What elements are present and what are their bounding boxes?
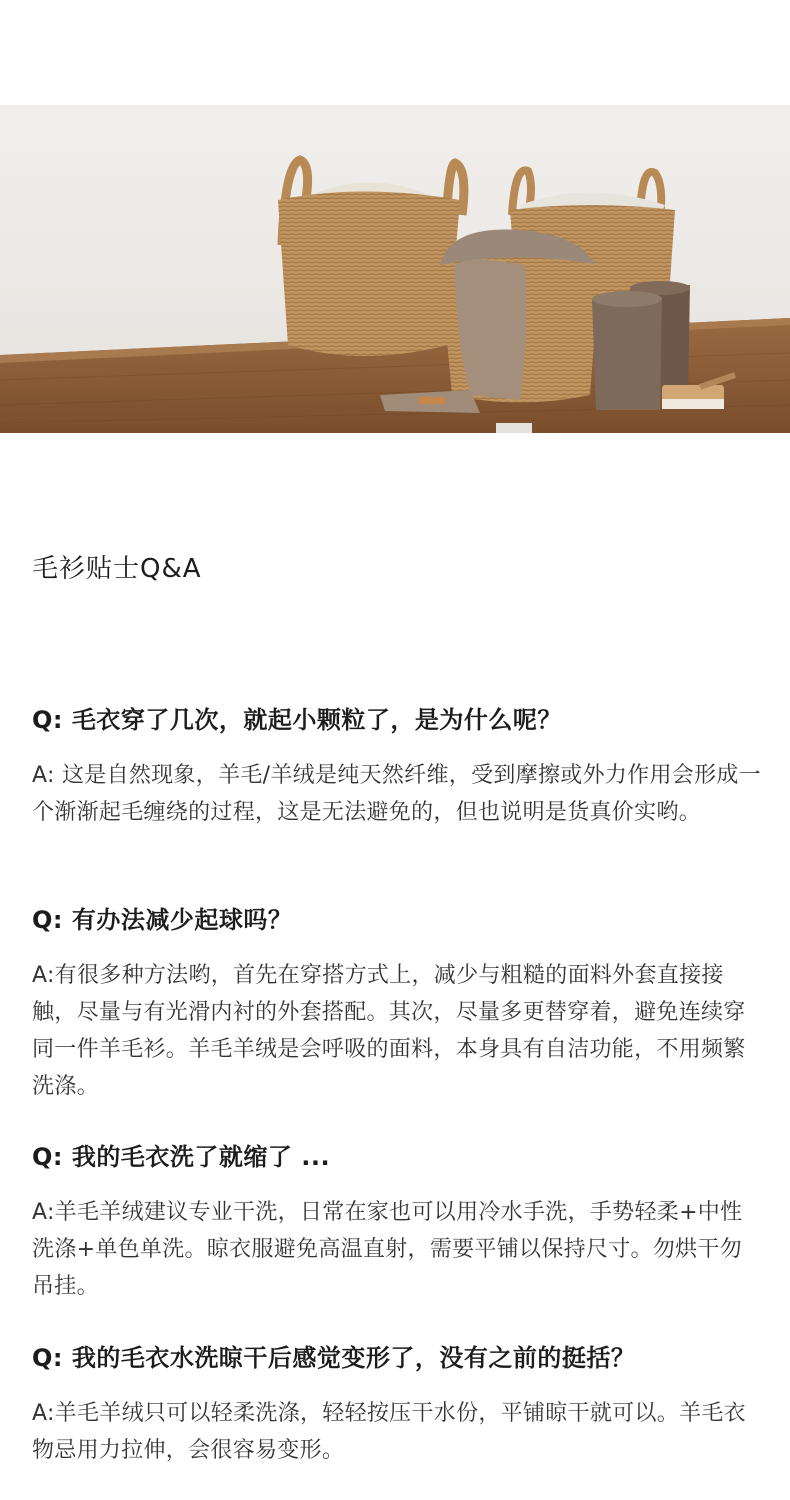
faq-question: Q: 有办法减少起球吗？ [32, 906, 293, 934]
faq-item [32, 900, 762, 1105]
faq-question: Q: 我的毛衣洗了就缩了 ... [32, 1143, 331, 1171]
faq-answer: A:有很多种方法哟，首先在穿搭方式上，减少与粗糙的面料外套直接接触，尽量与有光滑内衬的外套搭配。其次，尽量多更替穿着，避免连续穿同一件羊毛衫。羊毛羊绒是会呼吸的面料，本身具有自洁功能，不用频繁洗涤。 [32, 963, 746, 1099]
faq-question: Q: 毛衣穿了几次，就起小颗粒了，是为什么呢？ [32, 706, 562, 734]
knitwear-baskets-photo [0, 105, 790, 433]
faq-answer: A: 这是自然现象，羊毛/羊绒是纯天然纤维，受到摩擦或外力作用会形成一个渐渐起毛缠绕的过程，这是无法避免的，但也说明是货真价实哟。 [32, 763, 761, 825]
faq-item [32, 1338, 762, 1469]
faq-answer: A:羊毛羊绒建议专业干洗，日常在家也可以用冷水手洗，手势轻柔+中性洗涤+单色单洗。晾衣服避免高温直射，需要平铺以保持尺寸。勿烘干勿吊挂。 [32, 1200, 743, 1299]
faq-question: Q: 我的毛衣水洗晾干后感觉变形了，没有之前的挺括？ [32, 1344, 636, 1372]
section-title: 毛衫贴士Q&A [32, 554, 202, 584]
faq-item [32, 700, 762, 831]
faq-answer: A:羊毛羊绒只可以轻柔洗涤，轻轻按压干水份，平铺晾干就可以。羊毛衣物忌用力拉伸，会很容易变形。 [32, 1401, 746, 1463]
faq-item [32, 1137, 762, 1305]
hero-image [0, 105, 790, 433]
